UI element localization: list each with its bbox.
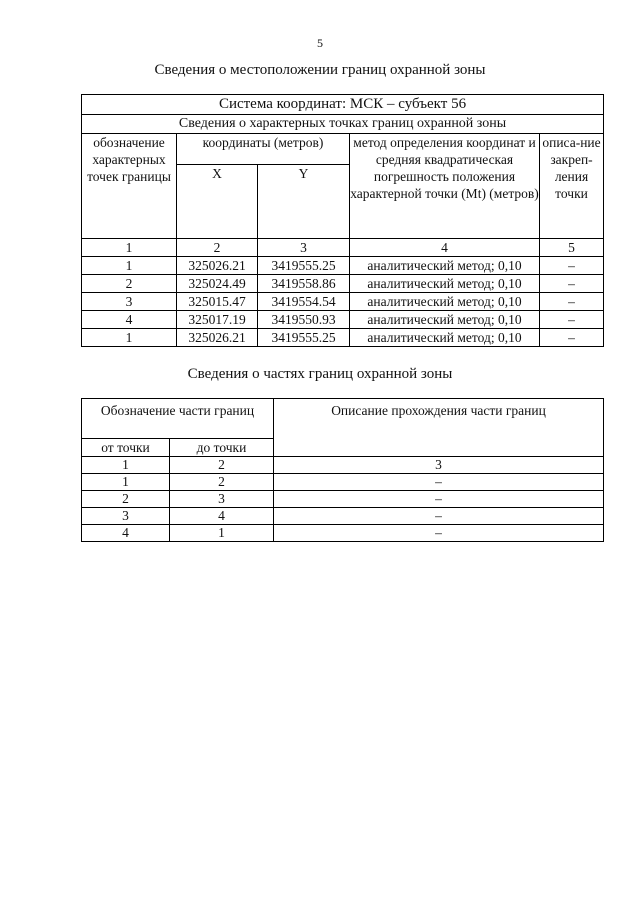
header-y: Y xyxy=(258,165,350,239)
index-cell: 5 xyxy=(540,239,604,257)
index-cell: 4 xyxy=(350,239,540,257)
cell-part-desc: – xyxy=(274,474,604,491)
table-row xyxy=(82,474,604,491)
cell-to: 1 xyxy=(170,525,274,542)
cell-x: 325026.21 xyxy=(177,257,258,275)
cell-y: 3419558.86 xyxy=(258,275,350,293)
parts-table xyxy=(81,398,604,542)
cell-method: аналитический метод; 0,10 xyxy=(350,293,540,311)
cell-x: 325017.19 xyxy=(177,311,258,329)
page-number: 5 xyxy=(317,36,323,50)
index-cell: 2 xyxy=(170,457,274,474)
cell-x: 325015.47 xyxy=(177,293,258,311)
section2-title: Сведения о частях границ охранной зоны xyxy=(187,366,453,382)
cell-from: 4 xyxy=(82,525,170,542)
cell-method: аналитический метод; 0,10 xyxy=(350,329,540,347)
cell-x: 325026.21 xyxy=(177,329,258,347)
header-to: до точки xyxy=(170,439,274,457)
cell-x: 325024.49 xyxy=(177,275,258,293)
header-method: метод определения координат и средняя квадратическая погрешность положения характерной точки (Mt) (метров) xyxy=(350,134,540,239)
table-row xyxy=(82,257,604,275)
cell-from: 3 xyxy=(82,508,170,525)
cell-y: 3419554.54 xyxy=(258,293,350,311)
index-cell: 1 xyxy=(82,457,170,474)
cell-to: 3 xyxy=(170,491,274,508)
cell-point: 4 xyxy=(82,311,177,329)
cell-from: 1 xyxy=(82,474,170,491)
cell-y: 3419550.93 xyxy=(258,311,350,329)
cell-desc: – xyxy=(540,293,604,311)
table-row xyxy=(82,525,604,542)
cell-y: 3419555.25 xyxy=(258,257,350,275)
table-row xyxy=(82,508,604,525)
header-desc: описа-ние закреп-ления точки xyxy=(540,134,604,239)
header-x: X xyxy=(177,165,258,239)
cell-part-desc: – xyxy=(274,525,604,542)
cell-method: аналитический метод; 0,10 xyxy=(350,257,540,275)
table-row xyxy=(82,311,604,329)
table-row xyxy=(82,275,604,293)
table-row xyxy=(82,293,604,311)
table-row xyxy=(82,491,604,508)
cell-to: 4 xyxy=(170,508,274,525)
cell-part-desc: – xyxy=(274,491,604,508)
header-part: Обозначение части границ xyxy=(82,399,274,439)
header-from: от точки xyxy=(82,439,170,457)
cell-point: 2 xyxy=(82,275,177,293)
cell-part-desc: – xyxy=(274,508,604,525)
header-point: обозначение характерных точек границы xyxy=(82,134,177,239)
cell-y: 3419555.25 xyxy=(258,329,350,347)
cell-method: аналитический метод; 0,10 xyxy=(350,275,540,293)
index-row xyxy=(82,239,604,257)
index-row xyxy=(82,457,604,474)
coord-system: Система координат: МСК – субъект 56 xyxy=(82,95,604,115)
points-subtitle: Сведения о характерных точках границ охранной зоны xyxy=(82,115,604,134)
index-cell: 1 xyxy=(82,239,177,257)
cell-desc: – xyxy=(540,329,604,347)
cell-desc: – xyxy=(540,257,604,275)
cell-desc: – xyxy=(540,311,604,329)
index-cell: 3 xyxy=(258,239,350,257)
cell-point: 3 xyxy=(82,293,177,311)
cell-method: аналитический метод; 0,10 xyxy=(350,311,540,329)
cell-desc: – xyxy=(540,275,604,293)
cell-to: 2 xyxy=(170,474,274,491)
cell-from: 2 xyxy=(82,491,170,508)
table-row xyxy=(82,329,604,347)
index-cell: 3 xyxy=(274,457,604,474)
index-cell: 2 xyxy=(177,239,258,257)
cell-point: 1 xyxy=(82,257,177,275)
section1-title: Сведения о местоположении границ охранной зоны xyxy=(154,62,486,78)
points-table xyxy=(81,94,604,347)
header-coords: координаты (метров) xyxy=(177,134,350,165)
header-part-desc: Описание прохождения части границ xyxy=(274,399,604,457)
cell-point: 1 xyxy=(82,329,177,347)
